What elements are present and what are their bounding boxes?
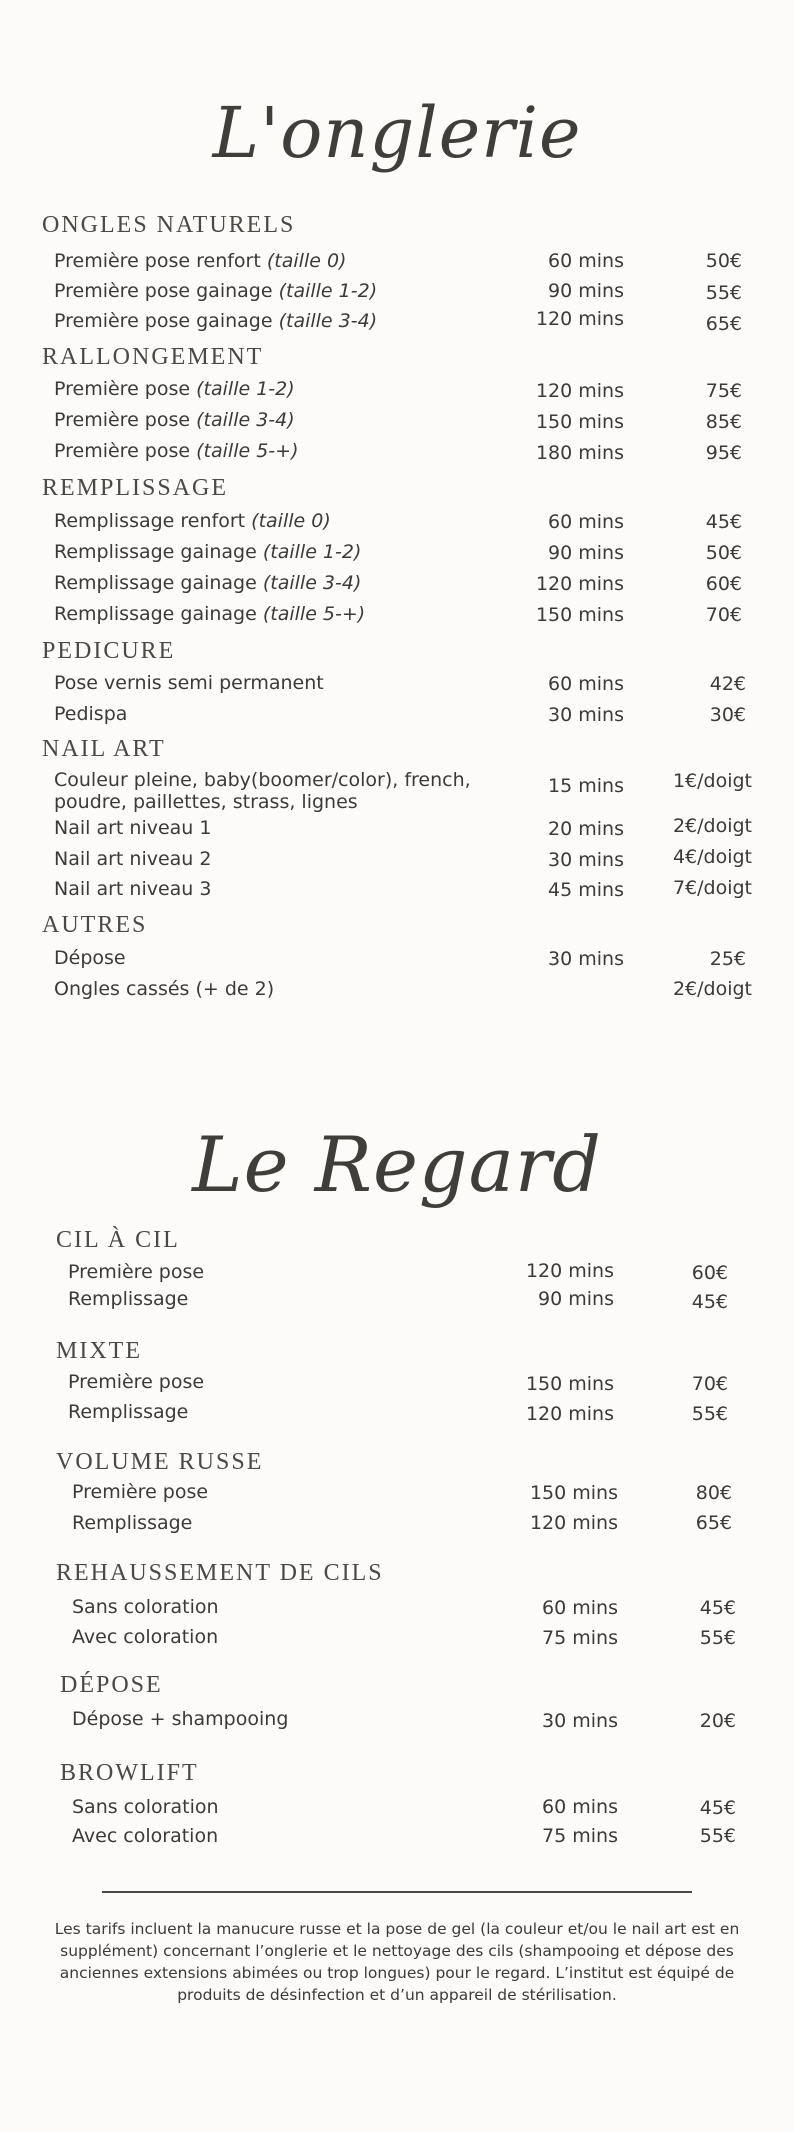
item-time: 60 mins	[548, 673, 624, 695]
item-price: 60€	[705, 573, 742, 595]
section-title: PEDICURE	[42, 638, 176, 664]
item-price: 4€/doigt	[672, 846, 752, 868]
item-time: 90 mins	[548, 280, 624, 302]
list-item	[54, 947, 126, 969]
list-item	[54, 409, 295, 431]
item-price: 55€	[705, 282, 742, 304]
list-item	[54, 878, 211, 900]
list-item	[54, 978, 274, 1000]
list-item	[54, 603, 365, 625]
item-detail: (taille 1-2)	[196, 378, 295, 400]
item-name: Nail art niveau 1	[54, 817, 212, 839]
item-name: Dépose	[54, 947, 126, 969]
list-item	[54, 280, 377, 302]
list-item	[54, 250, 346, 272]
item-detail: (taille 0)	[251, 510, 331, 532]
item-name: Remplissage gainage	[54, 603, 257, 625]
divider-line	[102, 1891, 692, 1893]
list-item	[54, 817, 211, 839]
item-time: 20 mins	[548, 818, 624, 840]
item-price: 7€/doigt	[672, 877, 752, 899]
list-item	[54, 310, 377, 332]
item-name: poudre, paillettes, strass, lignes	[54, 791, 358, 813]
item-name: Sans coloration	[72, 1796, 219, 1818]
section-title: VOLUME RUSSE	[56, 1449, 264, 1475]
item-time: 75 mins	[542, 1825, 618, 1847]
item-time: 180 mins	[535, 442, 624, 464]
section-title: REHAUSSEMENT DE CILS	[56, 1560, 384, 1586]
item-price: 80€	[695, 1482, 732, 1504]
list-item	[68, 1371, 204, 1393]
list-item	[54, 572, 361, 594]
item-name: Remplissage gainage	[54, 541, 257, 563]
section-title: BROWLIFT	[60, 1760, 199, 1786]
item-name: Première pose gainage	[54, 280, 273, 302]
item-time: 30 mins	[548, 849, 624, 871]
list-item	[72, 1512, 192, 1534]
list-item	[72, 1796, 219, 1818]
item-name: Dépose + shampooing	[72, 1708, 289, 1730]
item-name: Première pose	[54, 378, 191, 400]
list-item	[54, 703, 127, 725]
section-title: REMPLISSAGE	[42, 475, 229, 501]
item-name: Première pose	[68, 1261, 205, 1283]
item-price: 45€	[699, 1597, 736, 1619]
item-time: 120 mins	[529, 1512, 618, 1534]
item-price: 30€	[709, 704, 746, 726]
item-price: 45€	[705, 511, 742, 533]
item-name: Pedispa	[54, 703, 128, 725]
item-price: 50€	[705, 542, 742, 564]
item-price: 75€	[705, 380, 742, 402]
item-name: Sans coloration	[72, 1596, 219, 1618]
item-detail: (taille 3-4)	[278, 310, 378, 332]
item-price: 85€	[705, 411, 742, 433]
item-price: 65€	[695, 1512, 732, 1534]
item-time: 45 mins	[548, 879, 624, 901]
item-time: 150 mins	[529, 1482, 618, 1504]
item-price: 42€	[709, 673, 746, 695]
list-item	[54, 378, 295, 400]
item-name: Couleur pleine, baby(boomer/color), french,	[54, 769, 471, 791]
item-price: 50€	[705, 250, 742, 272]
item-time: 150 mins	[525, 1373, 614, 1395]
list-item	[72, 1481, 208, 1503]
item-name: Première pose	[72, 1481, 209, 1503]
list-item-continued	[54, 791, 358, 813]
item-time: 90 mins	[548, 542, 624, 564]
item-price: 60€	[691, 1262, 728, 1284]
item-price: 55€	[699, 1825, 736, 1847]
list-item	[68, 1288, 188, 1310]
item-price: 1€/doigt	[672, 770, 752, 792]
item-name: Avec coloration	[72, 1626, 219, 1648]
item-time: 120 mins	[535, 573, 624, 595]
list-item	[72, 1708, 288, 1730]
item-price: 70€	[691, 1373, 728, 1395]
item-detail: (taille 5-+)	[196, 440, 299, 462]
list-item	[72, 1626, 218, 1648]
item-time: 120 mins	[525, 1260, 614, 1282]
item-name: Nail art niveau 3	[54, 878, 212, 900]
item-price: 55€	[699, 1627, 736, 1649]
item-price: 2€/doigt	[672, 815, 752, 837]
section-title: RALLONGEMENT	[42, 344, 264, 370]
list-item	[54, 672, 324, 694]
item-detail: (taille 3-4)	[262, 572, 362, 594]
item-price: 45€	[699, 1797, 736, 1819]
item-time: 15 mins	[548, 775, 624, 797]
item-price: 95€	[705, 442, 742, 464]
list-item	[54, 541, 361, 563]
item-price: 70€	[705, 604, 742, 626]
item-price: 2€/doigt	[672, 978, 752, 1000]
item-name: Nail art niveau 2	[54, 848, 212, 870]
item-time: 30 mins	[542, 1710, 618, 1732]
item-time: 150 mins	[535, 411, 624, 433]
item-price: 45€	[691, 1291, 728, 1313]
section-title: AUTRES	[42, 912, 148, 938]
section-title: MIXTE	[56, 1338, 142, 1364]
item-name: Première pose	[54, 440, 191, 462]
item-time: 30 mins	[548, 704, 624, 726]
item-name: Remplissage	[68, 1401, 189, 1423]
item-price: 55€	[691, 1403, 728, 1425]
list-item	[68, 1261, 204, 1283]
list-item	[54, 769, 471, 791]
section-title: CIL À CIL	[56, 1227, 180, 1253]
item-detail: (taille 1-2)	[278, 280, 378, 302]
item-detail: (taille 3-4)	[196, 409, 295, 431]
section-title: NAIL ART	[42, 736, 166, 762]
item-time: 90 mins	[538, 1288, 614, 1310]
item-detail: (taille 1-2)	[262, 541, 362, 563]
item-price: 25€	[709, 948, 746, 970]
item-time: 150 mins	[535, 604, 624, 626]
item-time: 60 mins	[548, 511, 624, 533]
list-item	[68, 1401, 188, 1423]
section-title: DÉPOSE	[60, 1672, 163, 1698]
onglerie-title: L'onglerie	[212, 92, 582, 174]
item-name: Avec coloration	[72, 1825, 219, 1847]
item-detail: (taille 0)	[266, 250, 347, 272]
list-item	[72, 1825, 218, 1847]
regard-title: Le Regard	[192, 1120, 602, 1209]
item-name: Remplissage	[68, 1288, 189, 1310]
item-time: 120 mins	[525, 1403, 614, 1425]
section-title: ONGLES NATURELS	[42, 212, 296, 238]
item-name: Remplissage gainage	[54, 572, 257, 594]
item-name: Première pose	[68, 1371, 205, 1393]
item-price: 65€	[705, 313, 742, 335]
list-item	[54, 510, 331, 532]
item-time: 60 mins	[542, 1597, 618, 1619]
item-time: 60 mins	[542, 1796, 618, 1818]
list-item	[54, 848, 211, 870]
item-name: Remplissage renfort	[54, 510, 246, 532]
item-time: 60 mins	[548, 250, 624, 272]
footer-note: Les tarifs incluent la manucure russe et la pose de gel (la couleur et/ou le nail art est en supplément) concernant l’onglerie et le nettoyage des cils (shampooing et dépose des anciennes extensions abimées ou trop longues) pour le regard. L’institut est équipé de produits de désinfection et d’un appareil de stérilisation.	[54, 1920, 740, 2004]
item-detail: (taille 5-+)	[262, 603, 366, 625]
item-name: Première pose gainage	[54, 310, 273, 332]
item-time: 30 mins	[548, 948, 624, 970]
item-price: 20€	[699, 1710, 736, 1732]
item-name: Première pose renfort	[54, 250, 261, 272]
item-name: Ongles cassés (+ de 2)	[54, 978, 275, 1000]
list-item	[54, 440, 299, 462]
list-item	[72, 1596, 219, 1618]
item-name: Remplissage	[72, 1512, 193, 1534]
item-time: 75 mins	[542, 1627, 618, 1649]
item-name: Première pose	[54, 409, 191, 431]
item-time: 120 mins	[535, 380, 624, 402]
item-time: 120 mins	[535, 308, 624, 330]
item-name: Pose vernis semi permanent	[54, 672, 324, 694]
